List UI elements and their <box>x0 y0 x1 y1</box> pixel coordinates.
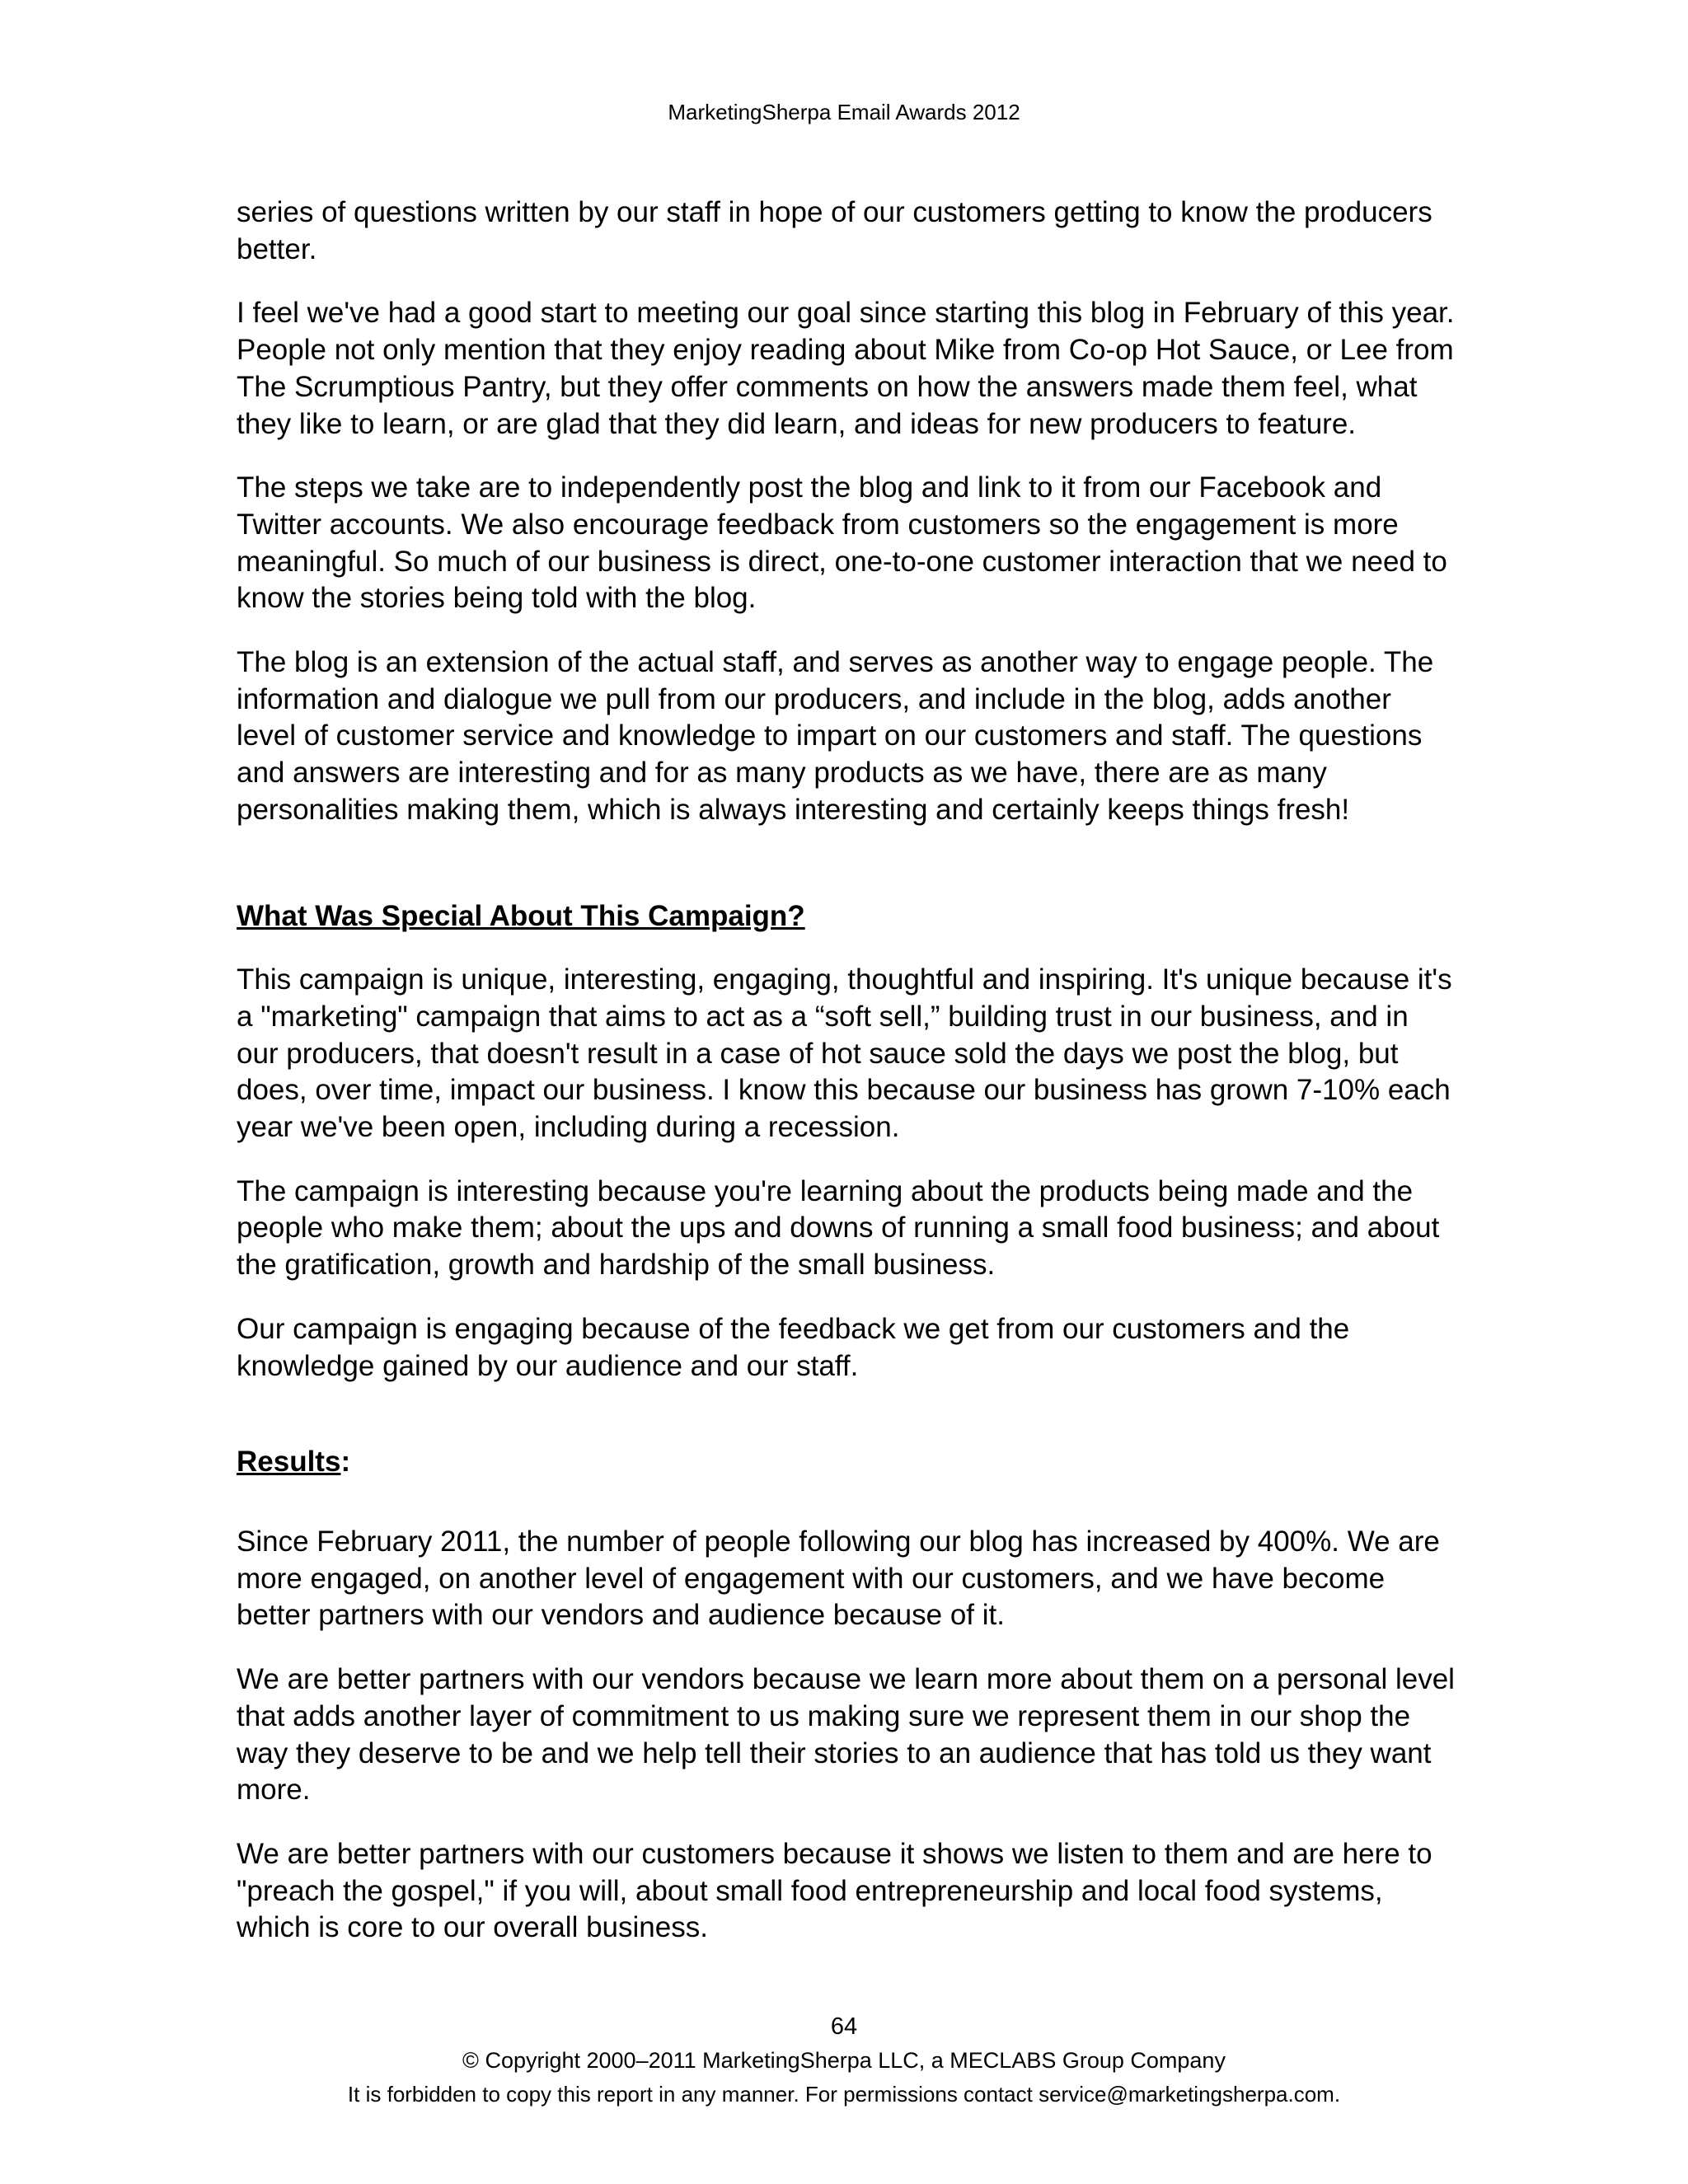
body-paragraph: We are better partners with our customers because it shows we listen to them and are here to "preach the gospel," if you will, about small food entrepreneurship and local food systems, which is core to our overall business. <box>237 1837 1432 1944</box>
body-paragraph: This campaign is unique, interesting, engaging, thoughtful and inspiring. It's unique because it's a "marketing" campaign that aims to act as a “soft sell,” building trust in our business, and in our producers, that doesn't result in a case of hot sauce sold the days we post the blog, but does, over time, impact our business. I know this because our business has grown 7-10% each year we've been open, including during a recession. <box>237 963 1452 1144</box>
body-paragraph: The steps we take are to independently post the blog and link to it from our Facebook and Twitter accounts. We also encourage feedback from customers so the engagement is more meaningful. So much of our business is direct, one-to-one customer interaction that we need to know the stories being told with the blog. <box>237 471 1447 615</box>
body-paragraph: I feel we've had a good start to meeting our goal since starting this blog in February of this year. People not only mention that they enjoy reading about Mike from Co-op Hot Sauce, or Lee from The Scrumptious Pantry, but they offer comments on how the answers made them feel, what they like to learn, or are glad that they did learn, and ideas for new producers to feature. <box>237 297 1455 440</box>
body-paragraph: Since February 2011, the number of people following our blog has increased by 400%. We are more engaged, on another level of engagement with our customers, and we have become better partners with our vendors and audience because of it. <box>237 1525 1440 1632</box>
section-heading-text: Results <box>237 1446 341 1479</box>
section-heading-text: What Was Special About This Campaign? <box>237 899 805 932</box>
copyright-notice: © Copyright 2000–2011 MarketingSherpa LLC, a MECLABS Group Company <box>462 2048 1226 2073</box>
page-number: 64 <box>830 2013 858 2040</box>
body-paragraph: Our campaign is engaging because of the feedback we get from our customers and the knowledge gained by our audience and our staff. <box>237 1312 1350 1382</box>
section-heading-colon: : <box>340 1446 351 1479</box>
running-header: MarketingSherpa Email Awards 2012 <box>668 100 1020 124</box>
section-heading-results <box>237 1444 1456 1481</box>
body-paragraph: series of questions written by our staff in hope of our customers getting to know the producers better. <box>237 196 1432 265</box>
section-heading-special <box>237 898 1456 935</box>
permissions-notice: It is forbidden to copy this report in any manner. For permissions contact service@marketingsherpa.com. <box>347 2082 1341 2107</box>
body-paragraph: The blog is an extension of the actual staff, and serves as another way to engage people. The information and dialogue we pull from our producers, and include in the blog, adds another level of customer service and knowledge to impart on our customers and staff. The questions and answers are interesting and for as many products as we have, there are as many personalities making them, which is always interesting and certainly keeps things fresh! <box>237 646 1434 826</box>
document-body <box>237 194 1456 1974</box>
body-paragraph: We are better partners with our vendors because we learn more about them on a personal level that adds another layer of commitment to us making sure we represent them in our shop the way they deserve to be and we help tell their stories to an audience that has told us they want more. <box>237 1663 1455 1807</box>
body-paragraph: The campaign is interesting because you're learning about the products being made and the people who make them; about the ups and downs of running a small food business; and about the gratification, growth and hardship of the small business. <box>237 1174 1440 1282</box>
